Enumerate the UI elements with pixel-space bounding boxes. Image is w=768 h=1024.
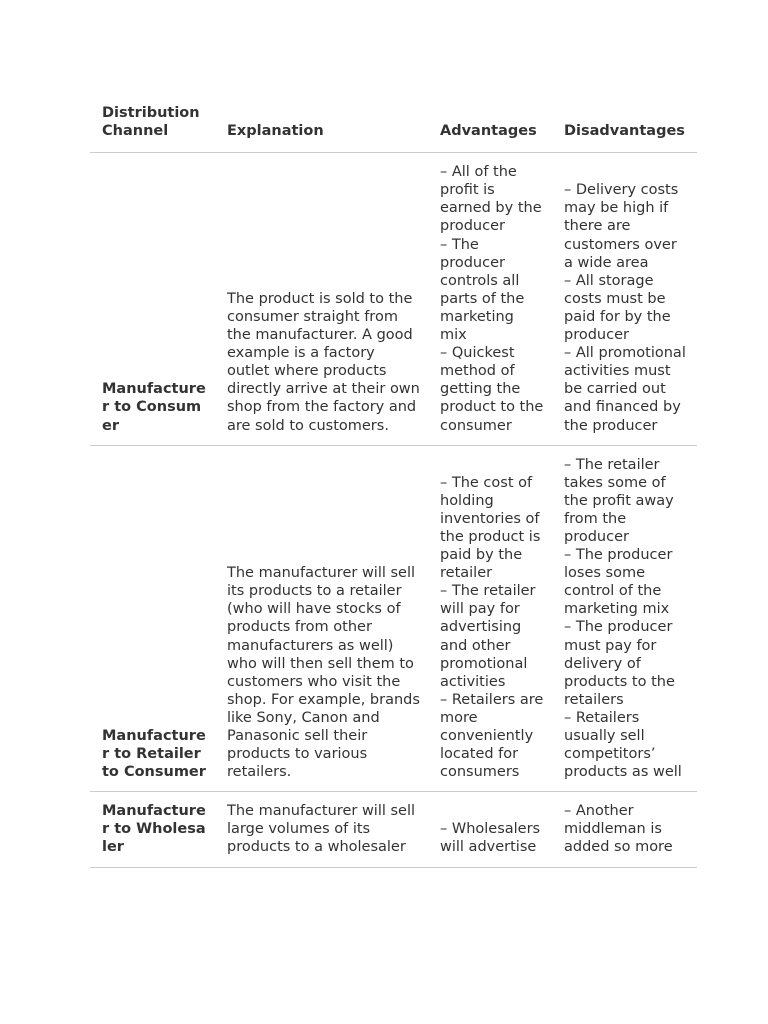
advantage-item: – Quickest method of getting the product to the consumer: [440, 345, 544, 434]
row-channel: Manufacturer to Consumer: [102, 381, 206, 434]
table-header-row: [90, 104, 697, 153]
disadvantage-item: – All storage costs must be paid for by the producer: [564, 272, 671, 344]
disadvantage-item: – Another middleman is added so more: [564, 803, 673, 856]
row-explanation: The product is sold to the consumer straight from the manufacturer. A good example is a factory outlet where products directly arrive at their own shop from the factory and are sold to customers.: [227, 290, 420, 434]
row-disadvantages: [552, 445, 697, 792]
disadvantage-item: – The retailer takes some of the profit away from the producer: [564, 456, 674, 545]
disadvantage-item: – The producer loses some control of the marketing mix: [564, 547, 673, 618]
table-row: [90, 445, 697, 792]
disadvantage-item: – Retailers usually sell competitors’ products as well: [564, 709, 682, 781]
row-advantages: [428, 445, 552, 792]
advantage-item: – The producer controls all parts of the marketing mix: [440, 236, 525, 344]
header-disadvantages: Disadvantages: [564, 123, 685, 140]
row-explanation: The manufacturer will sell its products to a retailer (who will have stocks of products from other manufacturers as well) who will then sell them to customers who visit the shop. For example, brands like Sony, Canon and Panasonic sell their products to various retailers.: [227, 565, 420, 781]
advantage-item: – The cost of holding inventories of the product is paid by the retailer: [440, 474, 541, 582]
distribution-channel-table: [90, 104, 697, 868]
disadvantage-item: – The producer must pay for delivery of products to the retailers: [564, 619, 675, 708]
row-explanation: The manufacturer will sell large volumes of its products to a wholesaler: [227, 803, 416, 856]
advantage-item: – The retailer will pay for advertising and other promotional activities: [440, 583, 536, 690]
disadvantage-item: – All promotional activities must be carried out and financed by the producer: [564, 345, 686, 434]
advantage-item: – Wholesalers will advertise: [440, 821, 541, 856]
row-advantages: [428, 792, 552, 867]
advantage-item: – Retailers are more conveniently located for consumers: [440, 691, 544, 781]
row-disadvantages: [552, 153, 697, 445]
row-channel: Manufacturer to Wholesaler: [102, 803, 206, 856]
advantage-item: – All of the profit is earned by the producer: [440, 164, 542, 235]
row-disadvantages: [552, 792, 697, 867]
row-advantages: [428, 153, 552, 445]
header-explanation: Explanation: [227, 123, 324, 140]
disadvantage-item: – Delivery costs may be high if there are customers over a wide area: [564, 182, 679, 271]
table-row: [90, 153, 697, 445]
table-row: [90, 792, 697, 867]
header-distribution-channel: Distribution Channel: [102, 105, 200, 140]
distribution-channel-table-container: [90, 104, 697, 868]
header-advantages: Advantages: [440, 123, 537, 140]
row-channel: Manufacturer to Retailer to Consumer: [102, 728, 206, 781]
